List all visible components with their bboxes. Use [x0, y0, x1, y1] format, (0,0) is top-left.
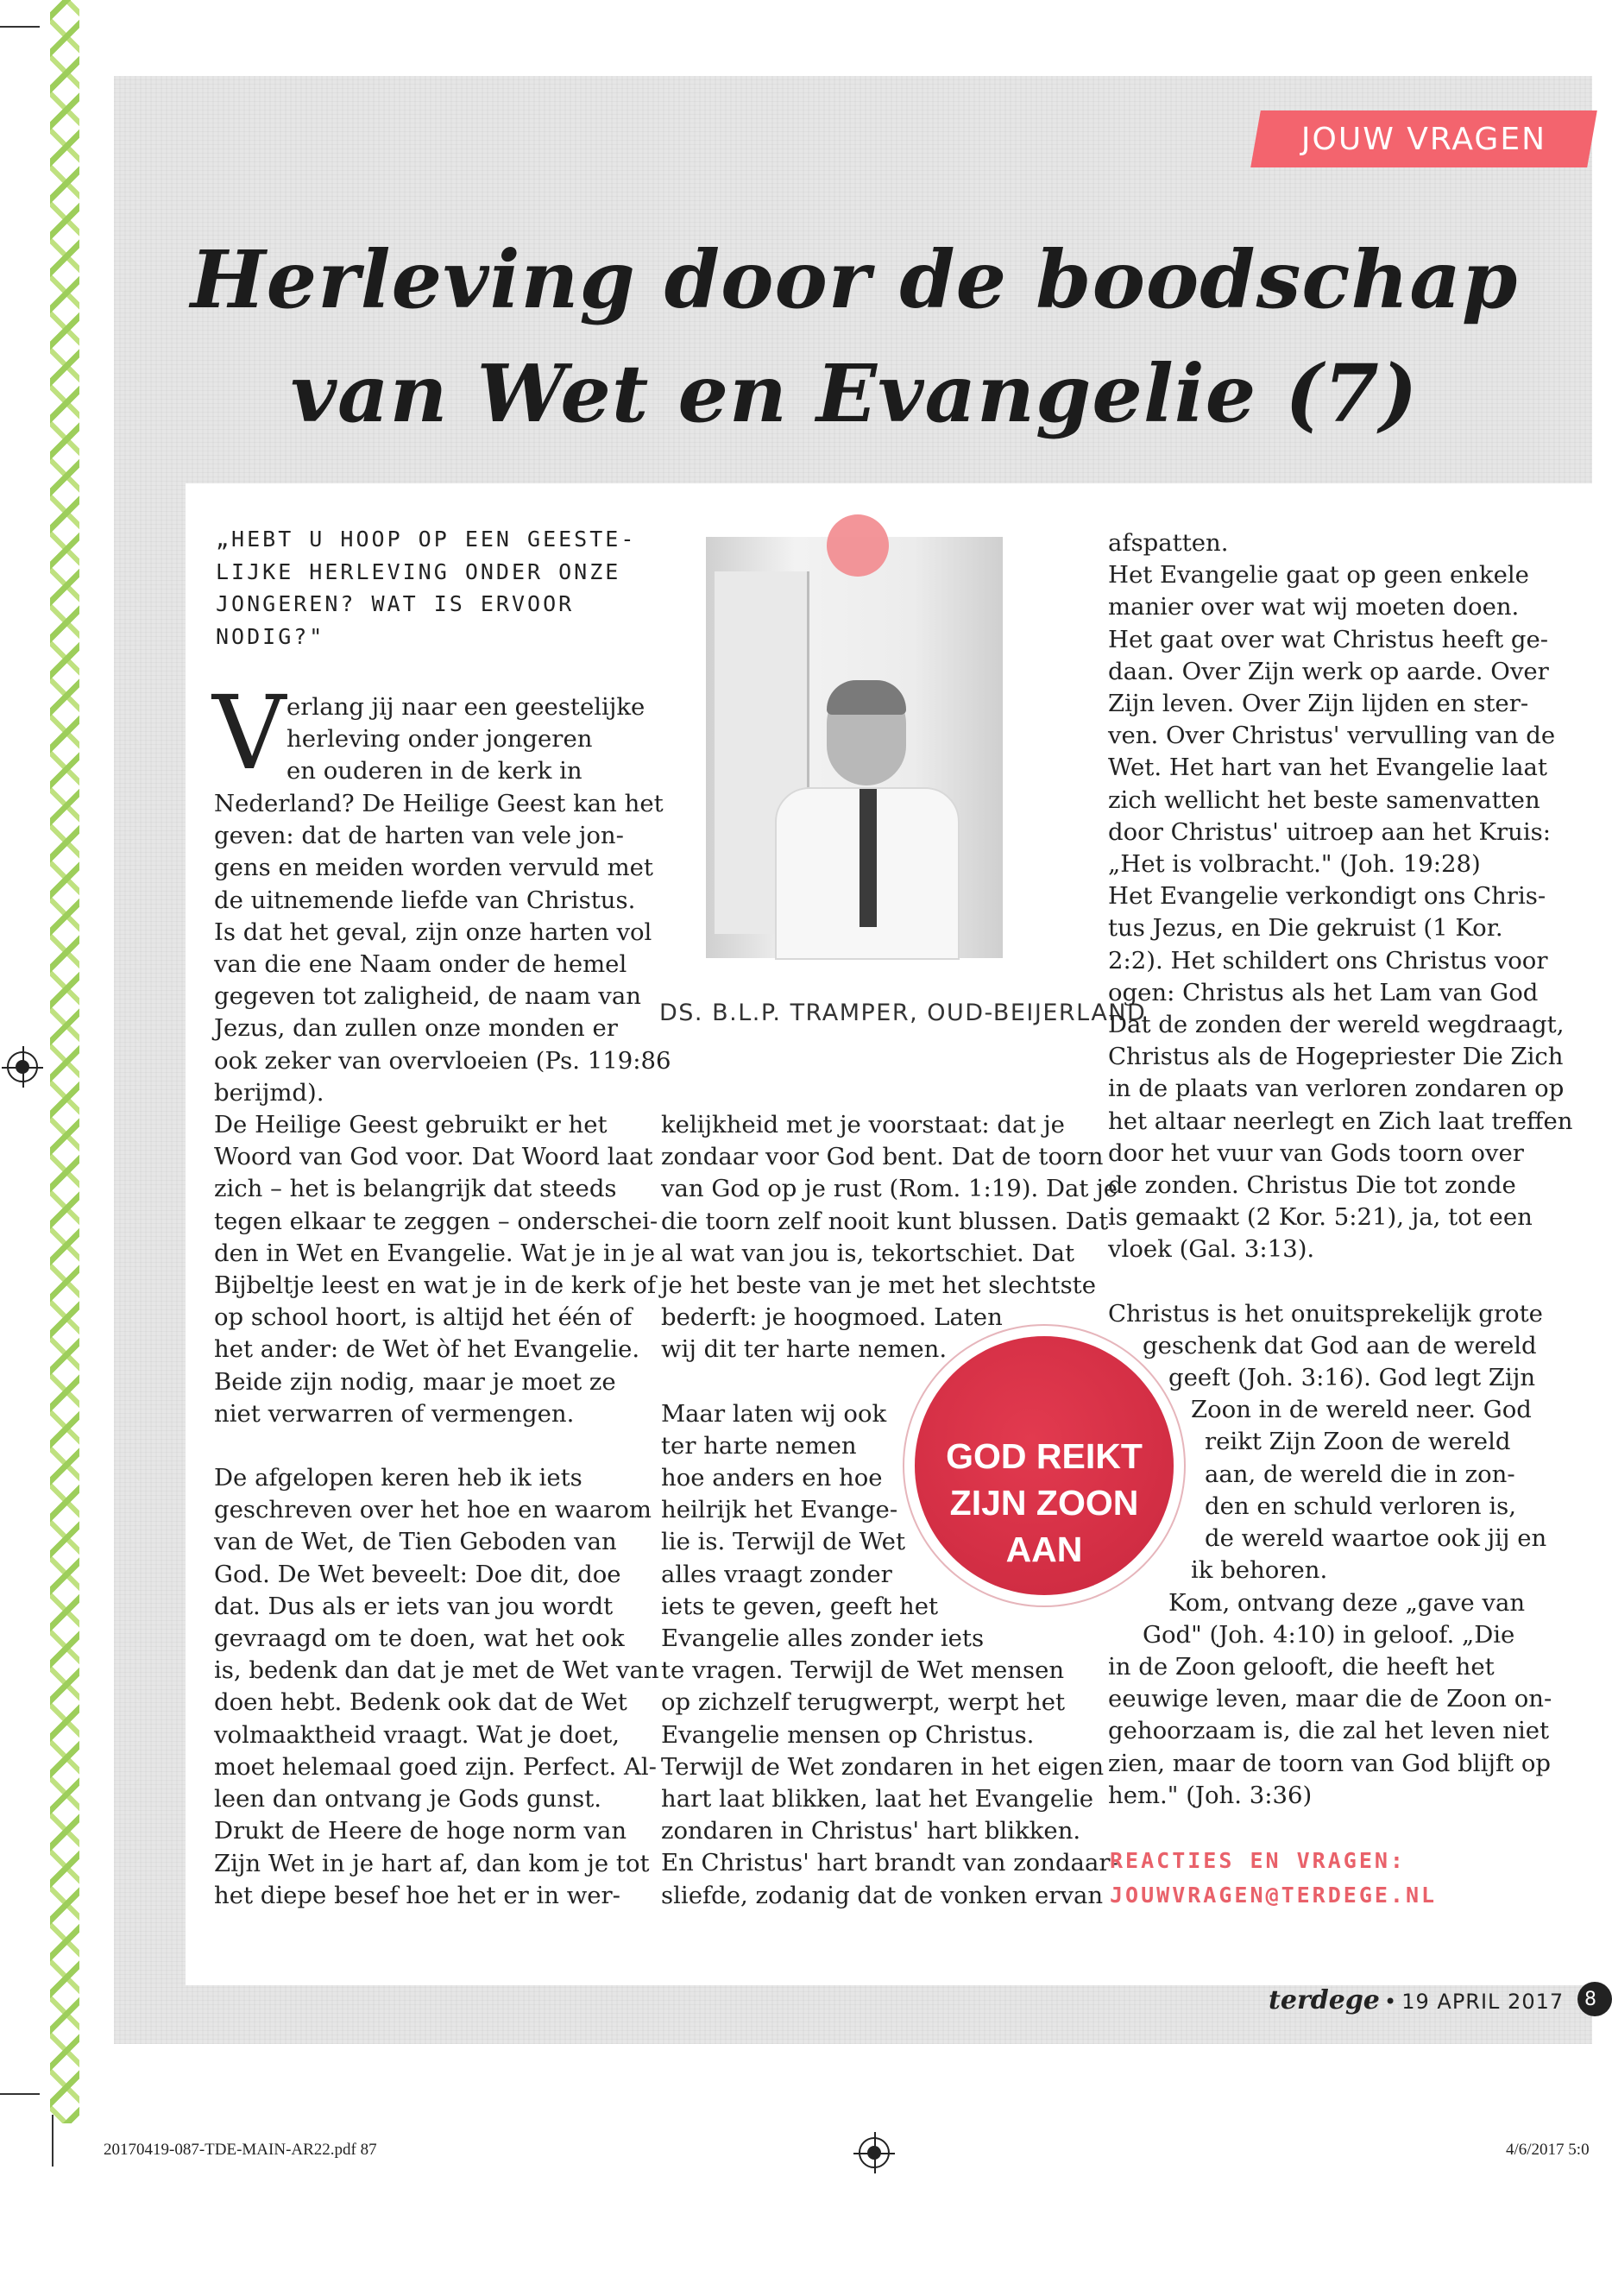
column-1-dropcap-lines: erlang jij naar een geestelijke herleving onder jongeren en ouderen in de kerk in [287, 693, 645, 785]
article-title [173, 223, 1536, 451]
column-2: kelijkheid met je voorstaat: dat je zondaar voor God bent. Dat de toorn van God op je rust (Rom. 1:19). Dat je die toorn zelf nooit kunt blussen. Dat al wat van jou is, tekortschiet. Dat je het beste van je met het slechtste bederft: je hoogmoed. Laten wij dit ter harte nemen. Maar laten wij ook ter harte nemen hoe anders en hoe heilrijk het Evange- lie is. Terwijl de Wet alles vraagt zonder iets te geven, geeft het Evangelie alles zonder iets te vragen. Terwijl de Wet mensen op zichzelf terugwerpt, werpt het Evangelie mensen op Christus. Terwijl de Wet zondaren in het eigen hart laat blikken, laat het Evangelie zondaren in Christus' hart blikken. En Christus' hart brandt van zondaar- sliefde, zodanig dat de vonken ervan [661, 1111, 1118, 1909]
title-line-1: Herleving door de boodschap [190, 233, 1519, 326]
author-photo [706, 537, 1003, 958]
title-line-2: van Wet en Evangelie (7) [290, 347, 1419, 440]
page-footer [1269, 1985, 1564, 2015]
pull-quote: GOD REIKT ZIJN ZOON AAN [946, 1436, 1143, 1569]
column-1: Nederland? De Heilige Geest kan het geven: dat de harten van vele jon- gens en meiden worden vervuld met de uitnemende liefde van Christus. Is dat het geval, zijn onze harten vol van die ene Naam onder de hemel gegeven tot zaligheid, de naam van Jezus, dan zullen onze monden er ook zeker van overvloeien (Ps. 119:86 berijmd). De Heilige Geest gebruikt er het Woord van God voor. Dat Woord laat zich – het is belangrijk dat steeds tegen elkaar te zeggen – onderschei- den in Wet en Evangelie. Wat je in je Bijbeltje leest en wat je in de kerk of op school hoort, is altijd het één of het ander: de Wet òf het Evangelie. Beide zijn nodig, maar je moet ze niet verwarren of vermengen. De afgelopen keren heb ik iets geschreven over het hoe en waarom van de Wet, de Tien Geboden van God. De Wet beveelt: Doe dit, doe dat. Dus als er iets van jou wordt gevraagd om te doen, wat het ook is, bedenk dan dat je met de Wet van doen hebt. Bedenk ook dat de Wet volmaaktheid vraagt. Wat je doet, moet helemaal goed zijn. Perfect. Al- leen dan ontvang je Gods gunst. Drukt de Heere de hoge norm van Zijn Wet in je hart af, dan kom je tot het diepe besef hoe het er in wer- [214, 790, 671, 1909]
photo-caption: DS. B.L.P. TRAMPER, OUD-BEIJERLAND [659, 1000, 1147, 1026]
footer-separator: • [1383, 1990, 1398, 2014]
crop-mark [0, 26, 40, 28]
reactions-contact: REACTIES EN VRAGEN: JOUWVRAGEN@TERDEGE.NL [1110, 1848, 1438, 1908]
footer-date: 19 APRIL 2017 [1401, 1990, 1565, 2014]
print-slug-date: 4/6/2017 5:0 [1506, 2141, 1590, 2159]
drop-cap: V [212, 673, 287, 792]
registration-mark-icon [859, 2137, 890, 2168]
crop-mark [0, 2093, 40, 2095]
lead-question: „HEBT U HOOP OP EEN GEESTE- LIJKE HERLEVING ONDER ONZE JONGEREN? WAT IS ERVOOR NODIG?" [216, 527, 637, 649]
footer-brand: terdege [1269, 1985, 1380, 2015]
page-number: 8 [1577, 1982, 1612, 2016]
section-tag: JOUW VRAGEN [1250, 110, 1597, 167]
registration-mark-icon [7, 1051, 38, 1082]
decorative-dot [827, 514, 889, 577]
decorative-zigzag-border [50, 0, 79, 2123]
crop-mark [52, 2115, 54, 2167]
print-slug-file: 20170419-087-TDE-MAIN-AR22.pdf 87 [104, 2141, 377, 2159]
column-3: afspatten. Het Evangelie gaat op geen enkele manier over wat wij moeten doen. Het gaat over wat Christus heeft ge- daan. Over Zijn werk op aarde. Over Zijn leven. Over Zijn lijden en ster- ven. Over Christus' vervulling van de Wet. Het hart van het Evangelie laat zich wellicht het beste samenvatten door Christus' uitroep aan het Kruis: „Het is volbracht." (Joh. 19:28) Het Evangelie verkondigt ons Chris- tus Jezus, en Die gekruist (1 Kor. 2:2). Het schildert ons Christus voor ogen: Christus als het Lam van God Dat de zonden der wereld wegdraagt, Christus als de Hogepriester Die Zich in de plaats van verloren zondaren op het altaar neerlegt en Zich laat treffen door het vuur van Gods toorn over de zonden. Christus Die tot zonde is gemaakt (2 Kor. 5:21), ja, tot een vloek (Gal. 3:13). Christus is het onuitsprekelijk grote geschenk dat God aan de wereld geeft (Joh. 3:16). God legt Zijn Zoon in de wereld neer. God reikt Zijn Zoon de wereld aan, de wereld die in zon- den en schuld verloren is, de wereld waartoe ook jij en ik behoren. Kom, ontvang deze „gave van God" (Joh. 4:10) in geloof. „Die in de Zoon gelooft, die heeft het eeuwige leven, maar die de Zoon on- gehoorzaam is, die zal het leven niet zien, maar de toorn van God blijft op hem." (Joh. 3:36) [1108, 529, 1573, 1809]
